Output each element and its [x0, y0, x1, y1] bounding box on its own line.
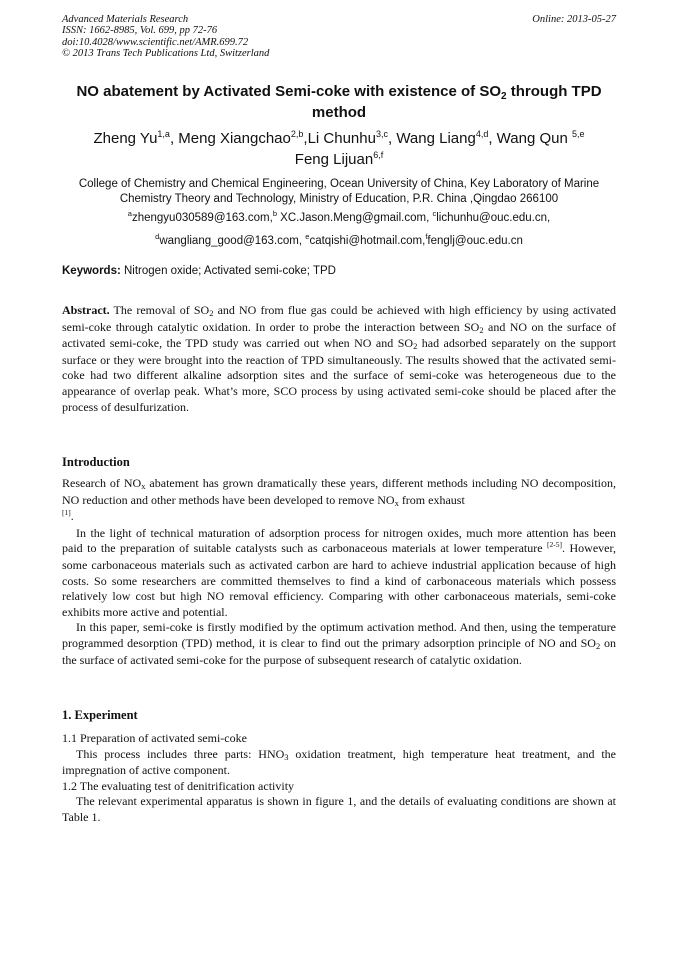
- title-subscript: 2: [501, 91, 507, 102]
- subscript: 3: [284, 751, 289, 762]
- intro-paragraph-2: [62, 526, 616, 621]
- subsection-1-2-heading: 1.2 The evaluating test of denitrification activity: [62, 778, 295, 793]
- paragraph-text: In this paper, semi-coke is firstly modified by the optimum activation method. And then, using the temperature programmed desorption (TPD) method, it is clear to find out the primary adsorption principle of NO and SO: [62, 620, 616, 650]
- subscript: x: [141, 481, 146, 491]
- paragraph-text: Research of NO: [62, 476, 142, 490]
- experiment-paragraph-2: The relevant experimental apparatus is shown in figure 1, and the details of evaluating conditions are shown at Table 1.: [62, 794, 616, 824]
- title-text-1: NO abatement by Activated Semi-coke with existence of SO: [76, 83, 502, 100]
- experiment-paragraph-1: [62, 747, 616, 779]
- paragraph-text: . However, some carbonaceous materials such as activated carbon are hard to achieve industrial application because of high costs. So some researchers are committed themselves to find a kind of carbonaceous materials which possess relatively low cost but high NO removal efficiency. Comparing with other carbonaceous materials, semi-coke exhibits more active and potential.: [62, 541, 617, 619]
- email-mark: f: [425, 232, 428, 241]
- citation-ref[interactable]: [2-5]: [547, 540, 563, 550]
- email-mark: e: [305, 232, 310, 241]
- journal-issn: ISSN: 1662-8985, Vol. 699, pp 72-76: [62, 25, 218, 37]
- author-affil-mark: 2,b: [290, 129, 304, 139]
- keywords-text: Nitrogen oxide; Activated semi-coke; TPD: [120, 265, 336, 277]
- online-date: Online: 2013-05-27: [532, 14, 616, 25]
- paragraph-text: This process includes three parts: HNO: [76, 746, 285, 761]
- author-affil-mark: 5,e: [572, 129, 585, 139]
- experiment-body: [62, 731, 616, 826]
- author-name: Li Chunhu: [307, 130, 376, 147]
- affiliation: College of Chemistry and Chemical Engineering, Ocean University of China, Key Laboratory of Marine Chemistry Theory and Technology, Ministry of Education, P.R. China ,Qingdao 266100: [78, 178, 600, 205]
- intro-paragraph-1: [62, 476, 616, 526]
- author-name: Wang Qun: [496, 130, 572, 147]
- intro-paragraph-3: [62, 620, 616, 668]
- email-mark: c: [432, 209, 437, 218]
- author-affil-mark: 6,f: [373, 150, 384, 160]
- introduction-body: [62, 476, 616, 668]
- author-name: Wang Liang: [396, 130, 476, 147]
- abstract-subscript: 2: [479, 324, 484, 335]
- author-separator: ,: [303, 130, 308, 147]
- subsection-1-1-heading: 1.1 Preparation of activated semi-coke: [62, 731, 247, 745]
- email-link[interactable]: wangliang_good@163.com,: [159, 235, 306, 247]
- abstract: [62, 303, 616, 415]
- abstract-label: Abstract.: [62, 303, 110, 317]
- author-list: [62, 129, 616, 171]
- author-affil-mark: 4,d: [475, 129, 489, 139]
- email-line-2: [62, 230, 616, 253]
- email-link[interactable]: zhengyu030589@163.com,: [131, 212, 273, 224]
- journal-doi: doi:10.4028/www.scientific.net/AMR.699.72: [62, 36, 249, 48]
- title-text-2: through TPD method: [311, 83, 602, 121]
- abstract-text: The removal of SO: [109, 303, 210, 317]
- abstract-subscript: 2: [413, 341, 418, 352]
- journal-header: [62, 14, 269, 59]
- subscript: 2: [595, 640, 601, 651]
- paragraph-text: from exhaust: [398, 492, 465, 507]
- abstract-text: had adsorbed separately on the support surface or they were brought into the reaction of TPD simultaneously. The results showed that the activated semi-coke had two different alkaline adsorption sites and the surface of semi-coke was heterogeneous due to the appearance of overlap peak. What’s more, SCO process by using activated semi-coke should be placed after the process of desulfurization.: [62, 336, 616, 414]
- keywords: [62, 265, 336, 277]
- email-mark: d: [155, 232, 160, 241]
- author-name: Zheng Yu: [93, 130, 158, 147]
- paragraph-text: .: [70, 509, 74, 524]
- author-affil-mark: 1,a: [157, 129, 170, 139]
- author-name: Meng Xiangchao: [178, 130, 291, 147]
- abstract-text: and NO from flue gas could be achieved with high efficiency by using activated semi-coke through catalytic oxidation. In order to probe the interaction between SO: [62, 303, 616, 334]
- paragraph-text: on the surface of activated semi-coke for the purpose of subsequent research of catalytic oxidation.: [62, 635, 617, 667]
- paper-title: [62, 82, 616, 122]
- experiment-heading: 1. Experiment: [62, 708, 138, 722]
- author-emails: [62, 207, 616, 253]
- journal-name: Advanced Materials Research: [62, 14, 189, 25]
- email-link[interactable]: catqishi@hotmail.com,: [309, 235, 426, 247]
- email-link[interactable]: lichunhu@ouc.edu.cn,: [436, 212, 551, 224]
- citation-ref[interactable]: [1]: [62, 508, 71, 518]
- abstract-text: and NO on the surface of activated semi-coke, the TPD study was carried out when NO and SO: [62, 319, 616, 351]
- email-mark: a: [127, 209, 132, 218]
- subscript: x: [394, 497, 399, 508]
- introduction-heading: Introduction: [62, 455, 130, 469]
- author-name: Feng Lijuan: [294, 151, 374, 168]
- keywords-label: Keywords:: [62, 265, 121, 277]
- email-line-1: [62, 207, 616, 230]
- email-link[interactable]: fenglj@ouc.edu.cn: [427, 235, 523, 247]
- author-separator: ,: [488, 130, 497, 147]
- journal-copyright: © 2013 Trans Tech Publications Ltd, Switzerland: [62, 47, 270, 59]
- author-affil-mark: 3,c: [375, 129, 388, 139]
- email-mark: b: [272, 209, 277, 218]
- paragraph-text: abatement has grown dramatically these years, different methods including NO decomposition, NO reduction and other methods have been developed to remove NO: [62, 476, 616, 507]
- author-separator: ,: [169, 130, 179, 147]
- abstract-subscript: 2: [209, 308, 214, 318]
- email-link[interactable]: XC.Jason.Meng@gmail.com,: [276, 212, 433, 224]
- author-separator: ,: [387, 130, 397, 147]
- paragraph-text: oxidation treatment, high temperature heat treatment, and the impregnation of active component.: [62, 746, 616, 778]
- paragraph-text: In the light of technical maturation of adsorption process for nitrogen oxides, much more attention has been paid to the preparation of suitable catalysts such as carbonaceous materials at lower temperature: [62, 525, 616, 556]
